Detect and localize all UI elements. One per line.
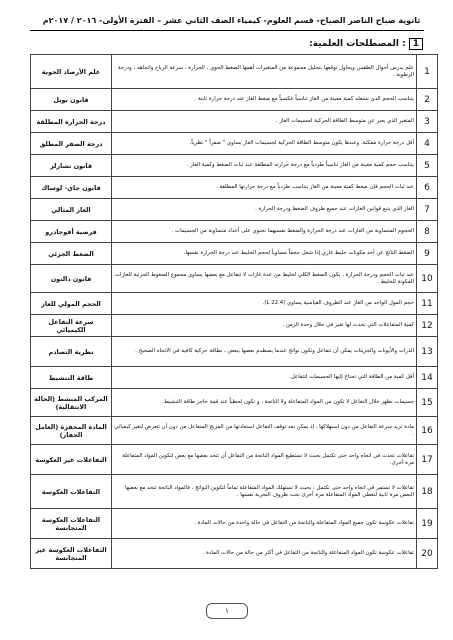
term-definition: تفاعلات عكوسة تكون جميع المواد المتفاعلة والناتجة من التفاعل في حالة واحدة من حالات المادة .: [112, 509, 417, 539]
term-definition: مادة تزيد سرعة التفاعل من دون استهلاكها ، إذ يمكن بعد توقف التفاعل استعادتها من المزيج المتفاعل من دون أن تتعرض لتغير كيميائي .: [112, 417, 417, 445]
table-row: [31, 389, 438, 417]
row-number: 16: [417, 417, 438, 445]
term-definition: المتغير الذي يعبر عن متوسط الطاقة الحركية لجسيمات الغاز .: [112, 111, 417, 133]
term-name: درجة الصفر المطلق: [31, 133, 112, 155]
term-name: درجة الحرارة المطلقة: [31, 111, 112, 133]
term-name: قانون دالتون: [31, 265, 112, 293]
row-number: 1: [417, 55, 438, 89]
table-row: [31, 265, 438, 293]
table-row: [31, 55, 438, 89]
term-definition: جسيمات تظهر خلال التفاعل لا تكون من المواد المتفاعلة ولا الناتجة ، و تكون لحظياً عند قمة حاجز طاقة التنشيط.: [112, 389, 417, 417]
row-number: 9: [417, 243, 438, 265]
row-number: 6: [417, 177, 438, 199]
row-number: 17: [417, 445, 438, 475]
term-name: نظرية التصادم: [31, 337, 112, 367]
table-row: [31, 475, 438, 509]
term-name: طاقة التنشيط: [31, 367, 112, 389]
table-row: [31, 221, 438, 243]
term-name: الحجم المولي للغاز: [31, 293, 112, 315]
table-row: [31, 315, 438, 337]
term-definition: علم يدرس أحوال الطقس ويحاول توقعها بتحليل مجموعة من المتغيرات أهمها الضغط الجوي ، الحرارة ، سرعة الرياح واتجاهه ، ودرجة الرطوبة .: [112, 55, 417, 89]
term-name: الغاز المثالي: [31, 199, 112, 221]
section-number: 1: [409, 38, 423, 50]
term-name: التفاعلات العكوسة: [31, 475, 112, 509]
page-header: ثانوية صباح الناصر الصباح- قسم العلوم- كيمياء الصف الثاني عشر – الفترة الأولى- ٢٠١٦ / ٢٠١٧م: [42, 16, 421, 25]
term-name: التفاعلات غير العكوسة: [31, 445, 112, 475]
table-row: [31, 337, 438, 367]
term-name: المادة المحفزة (العامل الحفاز): [31, 417, 112, 445]
term-name: سرعة التفاعل الكيميائي: [31, 315, 112, 337]
table-row: [31, 509, 438, 539]
row-number: 3: [417, 111, 438, 133]
term-definition: الضغط الناتج عن أحد مكونات خليط غازي إذا شغل حجماً مساوياً لحجم الخليط عند درجة الحرارة نفسها.: [112, 243, 417, 265]
term-definition: عند ثبات الحجم فإن ضغط كمية معينة من الغاز يتناسب طردياً مع درجة حرارتها المطلقة .: [112, 177, 417, 199]
term-definition: أقل درجة حرارة ممكنة، وعندها يكون متوسط الطاقة الحركية لجسيمات الغاز يساوي " صفراً " نظرياً.: [112, 133, 417, 155]
term-definition: يتناسب حجم كمية معينة من الغاز تناسباً طردياً مع درجة حرارته المطلقة عند ثبات الضغط وكمية الغاز .: [112, 155, 417, 177]
term-definition: كمية المتفاعلات التي تحدث لها تغير في خلال وحدة الزمن .: [112, 315, 417, 337]
table-row: [31, 133, 438, 155]
row-number: 19: [417, 509, 438, 539]
term-definition: الغاز الذي يتبع قوانين الغازات عند جميع ظروف الضغط ودرجة الحرارة .: [112, 199, 417, 221]
row-number: 13: [417, 337, 438, 367]
term-definition: عند ثبات الحجم ودرجة الحرارة ، يكون الضغط الكلي لخليط من عدة غازات لا تتفاعل مع بعضها يساوي مجموع الضغوط الجزئية للغازات المكونة للخليط .: [112, 265, 417, 293]
term-name: المركب المنشط (الحالة الانتقالية): [31, 389, 112, 417]
term-definition: يتناسب الحجم الذي تشغله كمية معينة من الغاز تناسباً عكسياً مع ضغط الغاز عند درجة حرارة ثابتة .: [112, 89, 417, 111]
row-number: 20: [417, 539, 438, 569]
row-number: 14: [417, 367, 438, 389]
term-name: التفاعلات العكوسة المتجانسة: [31, 509, 112, 539]
term-definition: حجم المول الواحد من الغاز عند الظروف القياسية يساوي (22.4 L).: [112, 293, 417, 315]
row-number: 5: [417, 155, 438, 177]
header-divider: [30, 30, 424, 31]
term-name: قانون بويل: [31, 89, 112, 111]
section-heading: [309, 38, 423, 50]
term-definition: تفاعلات لا تستمر في اتجاه واحد حتى تكتمل ، بحيث لا تستهلك المواد المتفاعلة تماماً لتكوين النواتج ، فالمواد الناتجة تتحد مع بعضها البعض مرة ثانية لتعطي المواد المتفاعلة مرة أخرى تحت ظروف التجربة نفسها .: [112, 475, 417, 509]
table-row: [31, 367, 438, 389]
table-row: [31, 243, 438, 265]
term-definition: أقل كمية من الطاقة التي تحتاج إليها الجسيمات لتتفاعل.: [112, 367, 417, 389]
term-name: التفاعلات العكوسة غير المتجانسة: [31, 539, 112, 569]
row-number: 7: [417, 199, 438, 221]
page-number: ١: [206, 603, 248, 619]
term-name: قانون تشارلز: [31, 155, 112, 177]
table-row: [31, 199, 438, 221]
term-definition: تفاعلات عكوسة تكون المواد المتفاعلة والناتجة من التفاعل في أكثر من حالة من حالات المادة .: [112, 539, 417, 569]
term-definition: تفاعلات تحدث في اتجاه واحد حتى تكتمل بحيث لا تستطيع المواد الناتجة من التفاعل أن تتحد بعضها مع بعض لتكوين المواد المتفاعلة مرة أخرى.: [112, 445, 417, 475]
table-row: [31, 89, 438, 111]
terms-table-body: [31, 55, 438, 569]
row-number: 10: [417, 265, 438, 293]
row-number: 2: [417, 89, 438, 111]
term-name: علم الأرصاد الجوية: [31, 55, 112, 89]
row-number: 8: [417, 221, 438, 243]
row-number: 11: [417, 293, 438, 315]
term-name: فرضية أفوجادرو: [31, 221, 112, 243]
table-row: [31, 111, 438, 133]
table-row: [31, 177, 438, 199]
table-row: [31, 155, 438, 177]
table-row: [31, 293, 438, 315]
term-definition: الذرات والأيونات والجزيئات يمكن أن تتفاعل وتكون نواتج عندما يصطدم بعضها ببعض ، بطاقة حركية كافية في الاتجاه الصحيح .: [112, 337, 417, 367]
table-row: [31, 417, 438, 445]
section-title: : المصطلحات العلمية:: [309, 39, 406, 49]
row-number: 15: [417, 389, 438, 417]
table-row: [31, 445, 438, 475]
term-definition: الحجوم المتساوية من الغازات عند درجة الحرارة والضغط نفسيهما تحتوي على أعداد متساوية من الجسيمات .: [112, 221, 417, 243]
table-row: [31, 539, 438, 569]
terms-table: [30, 54, 438, 569]
row-number: 12: [417, 315, 438, 337]
term-name: قانون جاي- لوساك: [31, 177, 112, 199]
term-name: الضغط الجزئي: [31, 243, 112, 265]
row-number: 18: [417, 475, 438, 509]
row-number: 4: [417, 133, 438, 155]
